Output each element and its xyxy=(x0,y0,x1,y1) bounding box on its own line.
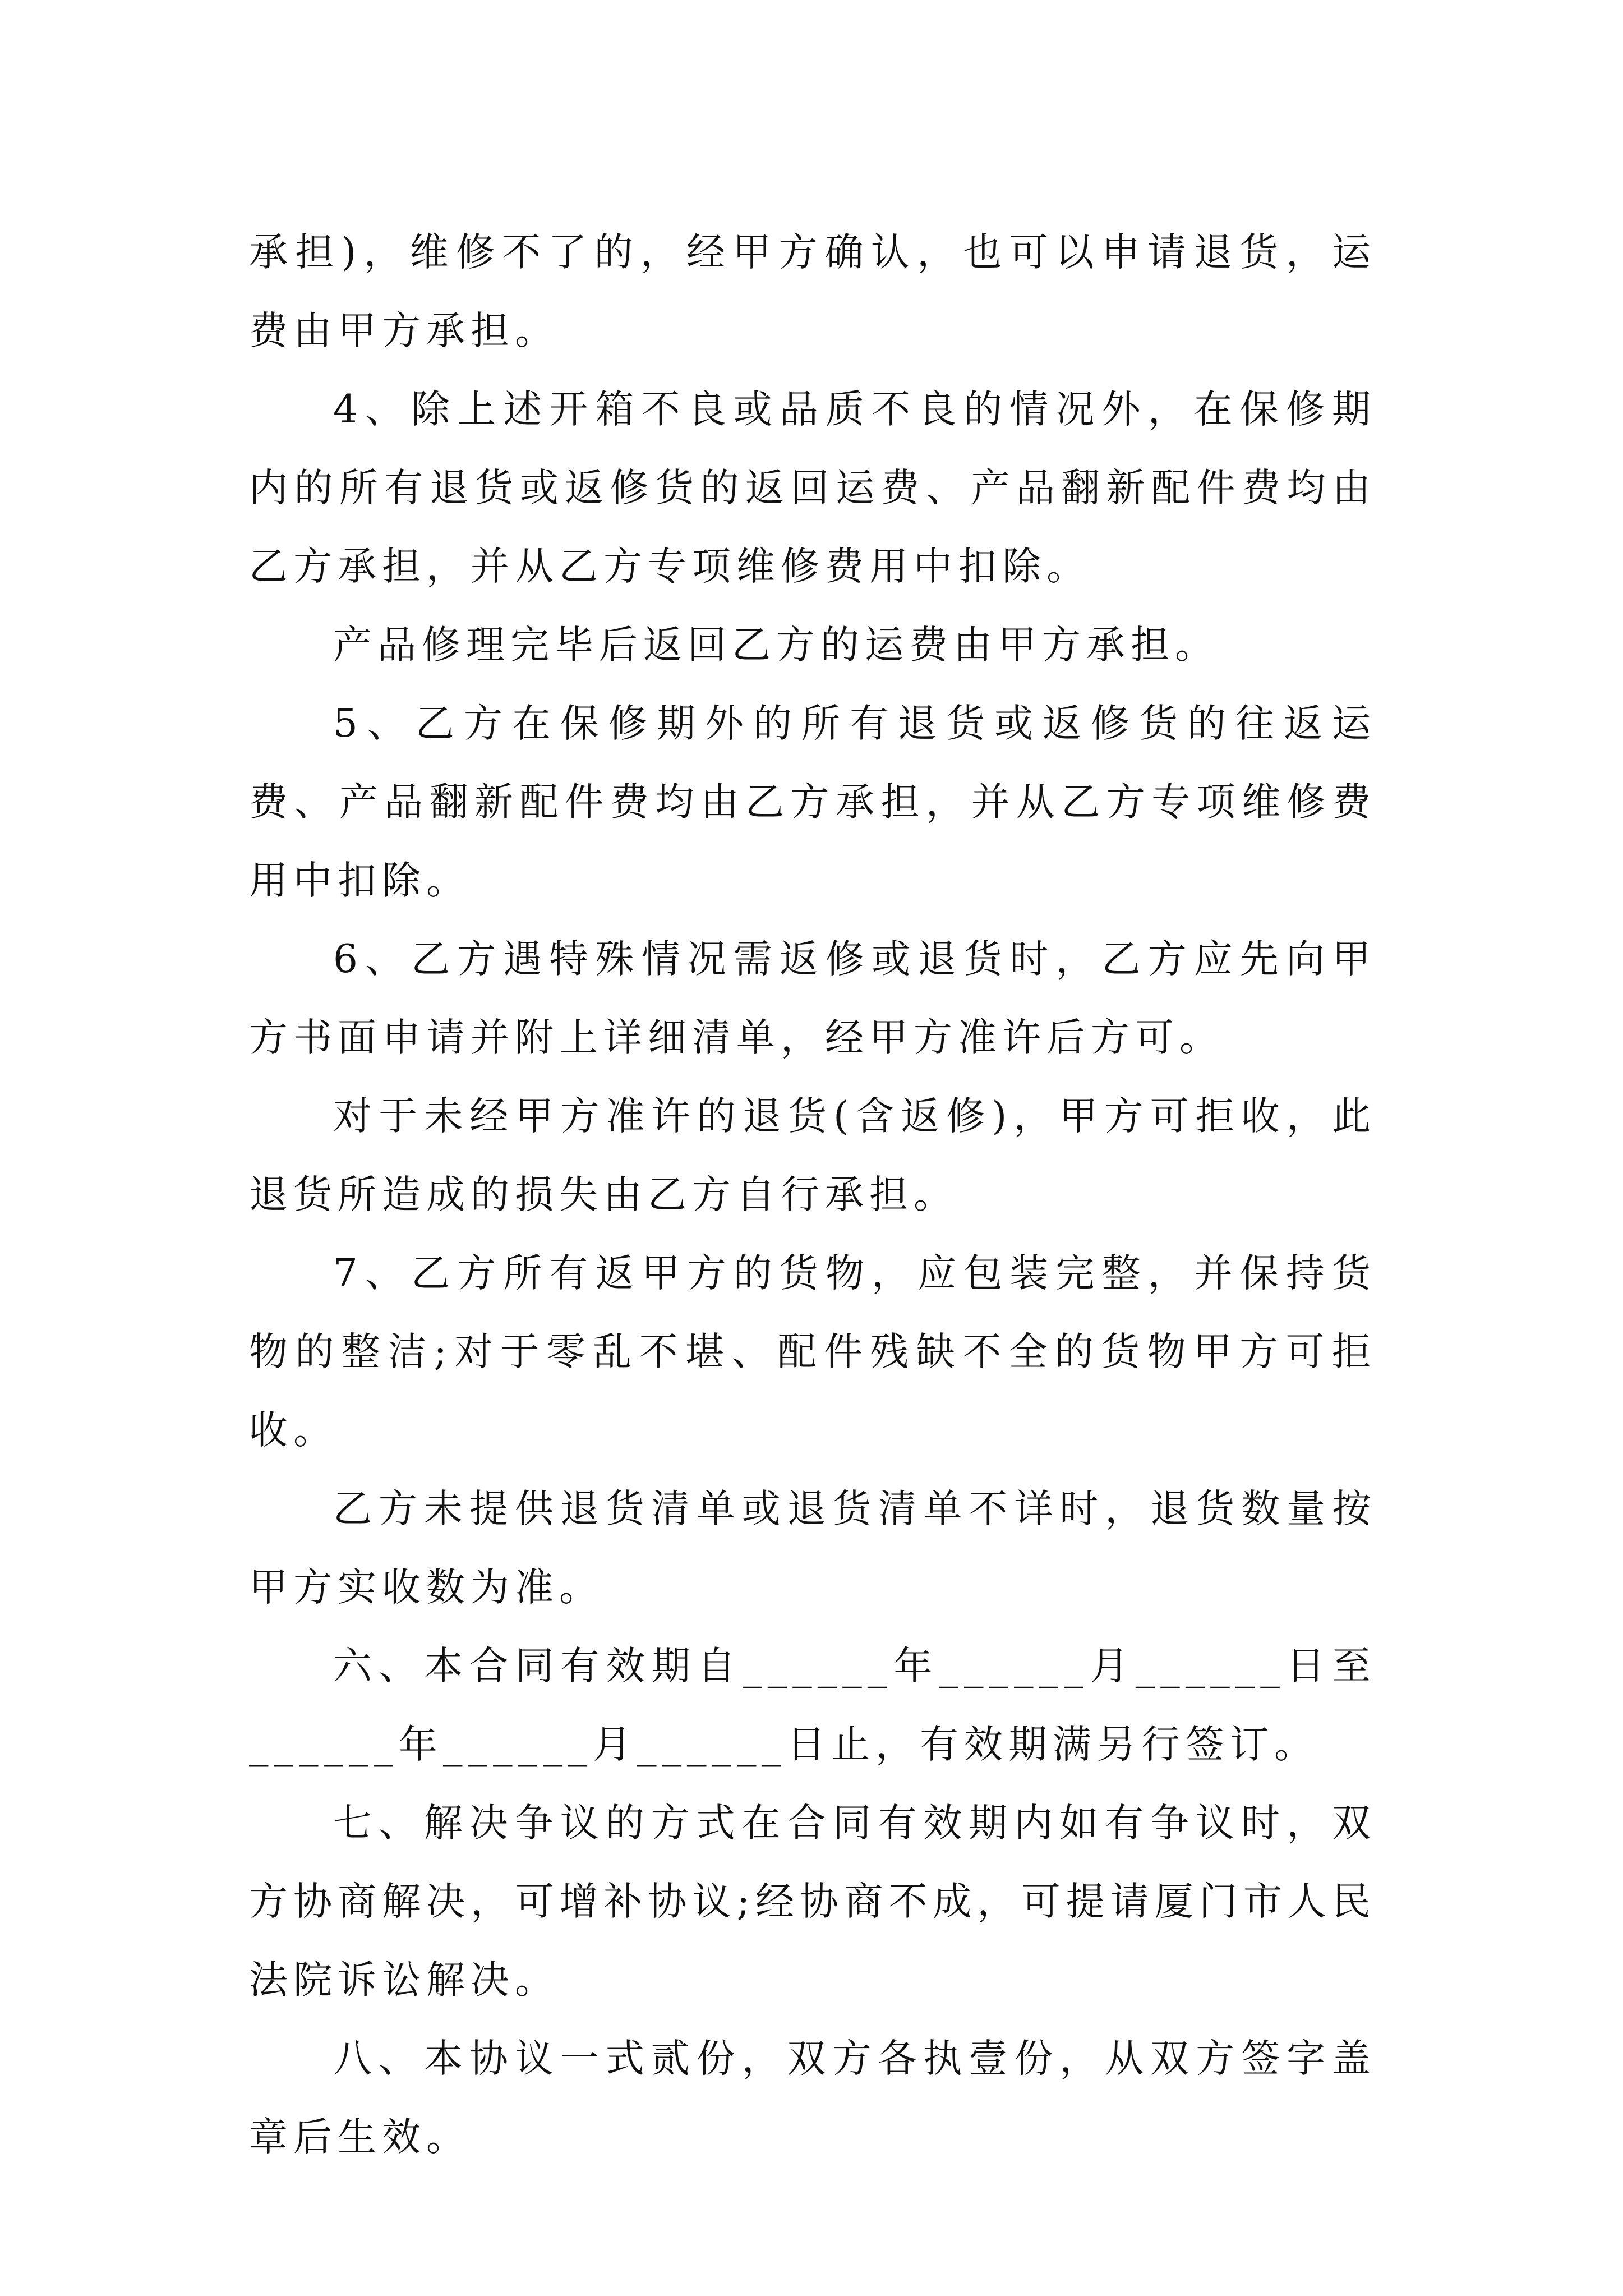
paragraph: 5、乙方在保修期外的所有退货或返修货的往返运费、产品翻新配件费均由乙方承担，并从乙方专项维修费用中扣除。 xyxy=(249,701,1376,903)
paragraph-copies: 八、本协议一式贰份，双方各执壹份，从双方签字盖章后生效。 xyxy=(249,2036,1376,2160)
paragraph-dispute-resolution: 七、解决争议的方式在合同有效期内如有争议时，双方协商解决，可增补协议;经协商不成，可提请厦门市人民法院诉讼解决。 xyxy=(249,1801,1376,2003)
paragraph: 6、乙方遇特殊情况需返修或退货时，乙方应先向甲方书面申请并附上详细清单，经甲方准许后方可。 xyxy=(249,937,1376,1060)
paragraph: 7、乙方所有返甲方的货物，应包装完整，并保持货物的整洁;对于零乱不堪、配件残缺不全的货物甲方可拒收。 xyxy=(249,1251,1376,1453)
paragraph-validity-period: 六、本合同有效期自______年______月______日至______年______月______日止，有效期满另行签订。 xyxy=(249,1644,1376,1767)
paragraph: 产品修理完毕后返回乙方的运费由甲方承担。 xyxy=(333,623,1219,668)
paragraph: 4、除上述开箱不良或品质不良的情况外，在保修期内的所有退货或返修货的返回运费、产品翻新配件费均由乙方承担，并从乙方专项维修费用中扣除。 xyxy=(249,387,1376,589)
paragraph: 乙方未提供退货清单或退货清单不详时，退货数量按甲方实收数为准。 xyxy=(249,1487,1376,1610)
document-body xyxy=(249,213,1376,2177)
paragraph: 承担)，维修不了的，经甲方确认，也可以申请退货，运费由甲方承担。 xyxy=(249,230,1376,353)
paragraph: 对于未经甲方准许的退货(含返修)，甲方可拒收，此退货所造成的损失由乙方自行承担。 xyxy=(249,1094,1376,1217)
